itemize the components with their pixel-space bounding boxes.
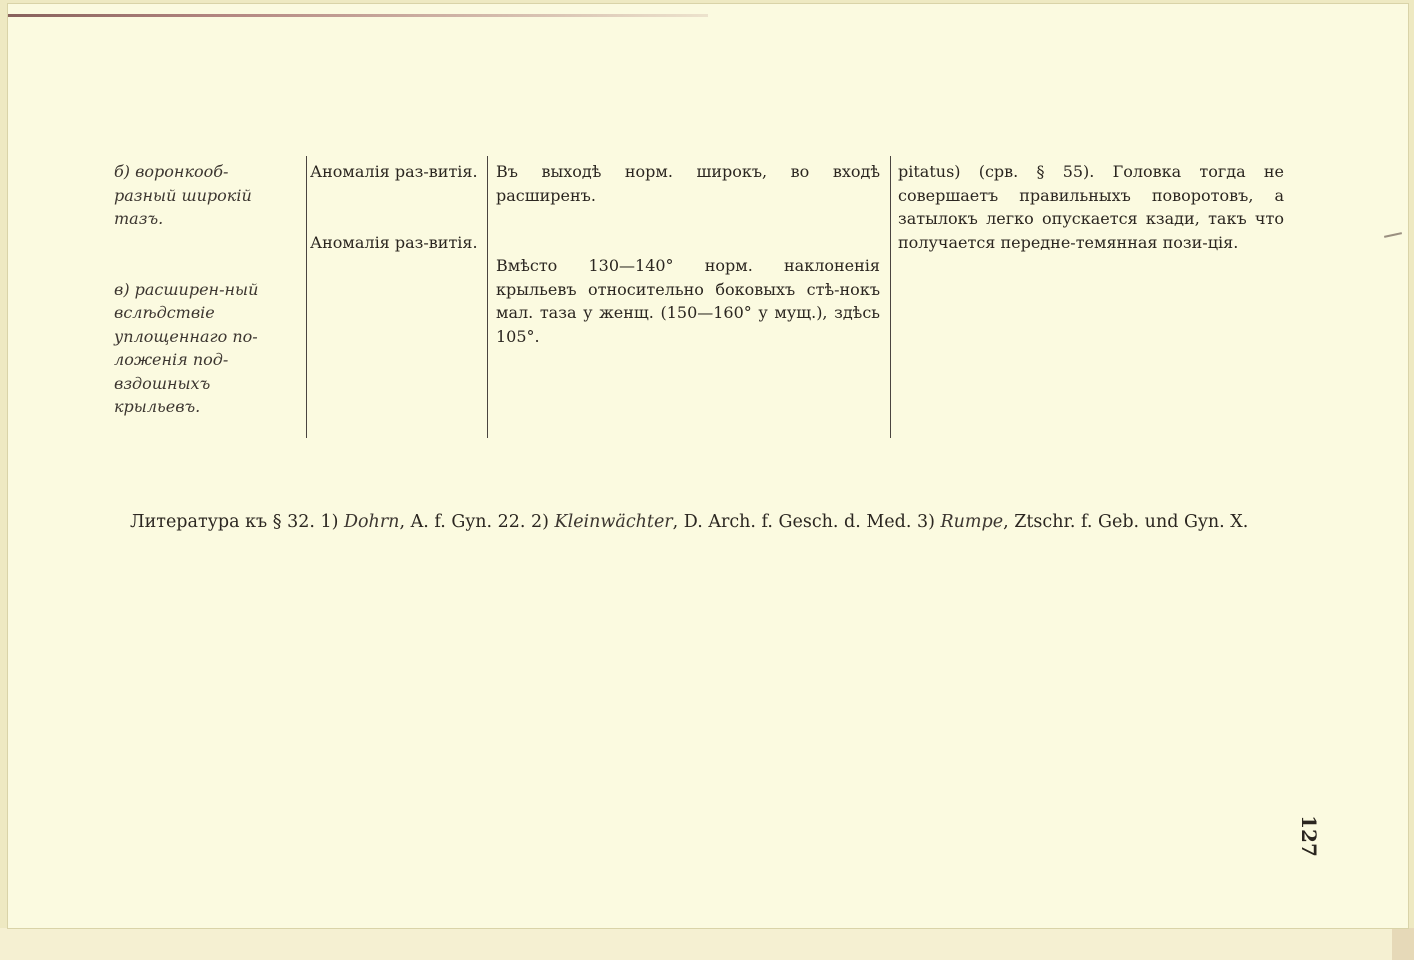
author-kleinwaechter: Kleinwächter [554,512,673,532]
cause-column [310,160,480,254]
author-rumpe: Rumpe [940,512,1004,532]
reference-3: , Ztschr. f. Geb. und Gyn. X. [1003,512,1249,532]
features-column [496,160,880,348]
book-edge [1392,928,1414,960]
course-text: pitatus) (срв. § 55). Головка тогда не совершаетъ правильныхъ поворотовъ, а затылокъ легко опускается кзади, такъ что получается передне-темянная пози-ція. [898,162,1284,252]
page-number: 127 [1296,815,1321,857]
literature-prefix: Литература къ § 32. 1) [130,512,344,532]
cause-b: Аномалія раз-витія. [310,162,478,181]
pelvis-type-v: в) расширен-ный вслѣдствіе уплощеннаго по-ложенія под-вздошныхъ крыльевъ. [114,279,259,416]
literature-references [130,510,1284,535]
course-column [898,160,1284,254]
page-bottom-margin [0,928,1414,960]
book-page [8,4,1408,928]
pelvis-type-b: б) воронкооб-разный широкій тазъ. [114,162,252,228]
column-divider-1 [306,156,307,438]
pelvis-type-column [114,160,290,419]
cause-v: Аномалія раз-витія. [310,232,478,252]
ink-smudge [1384,232,1402,238]
column-divider-2 [487,156,488,438]
reference-1: , A. f. Gyn. 22. 2) [399,512,555,532]
features-v: Вмѣсто 130—140° норм. наклоненія крыльевъ относительно боковыхъ стѣ-нокъ мал. таза у женщ. (150—160° у мущ.), здѣсь 105°. [496,256,880,346]
features-b: Въ выходѣ норм. широкъ, во входѣ расширенъ. [496,162,880,205]
author-dohrn: Dohrn [343,512,400,532]
top-edge-rule [8,14,708,17]
reference-2: , D. Arch. f. Gesch. d. Med. 3) [672,512,941,532]
column-divider-3 [890,156,891,438]
